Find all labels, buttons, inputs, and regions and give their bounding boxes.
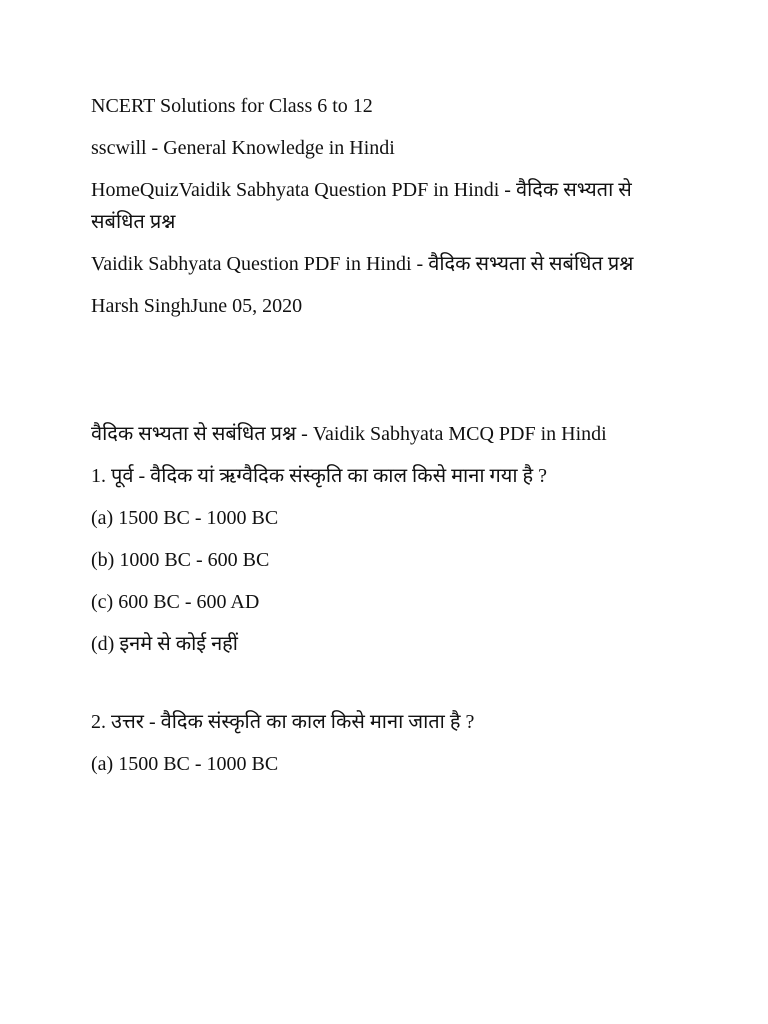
spacer — [91, 670, 681, 706]
article-byline: Harsh SinghJune 05, 2020 — [91, 295, 303, 317]
question-1-option-c: (c) 600 BC - 600 AD — [91, 591, 260, 613]
article-title: Vaidik Sabhyata Question PDF in Hindi - वैदिक सभ्यता से सबंधित प्रश्न — [91, 253, 634, 275]
question-2-text: 2. उत्तर - वैदिक संस्कृति का काल किसे माना जाता है ? — [91, 711, 475, 733]
spacer — [91, 332, 681, 418]
question-1-option-d: (d) इनमे से कोई नहीं — [91, 633, 238, 655]
question-1-option-a: (a) 1500 BC - 1000 BC — [91, 507, 279, 529]
question-2-option-a: (a) 1500 BC - 1000 BC — [91, 753, 279, 775]
question-1-option-b: (b) 1000 BC - 600 BC — [91, 549, 270, 571]
section-heading: वैदिक सभ्यता से सबंधित प्रश्न - Vaidik Sabhyata MCQ PDF in Hindi — [91, 423, 607, 445]
document-page — [91, 90, 681, 790]
site-title[interactable]: sscwill - General Knowledge in Hindi — [91, 137, 395, 159]
breadcrumb[interactable]: HomeQuizVaidik Sabhyata Question PDF in Hindi - वैदिक सभ्यता से सबंधित प्रश्न — [91, 179, 632, 233]
question-1-text: 1. पूर्व - वैदिक यां ऋग्वैदिक संस्कृति का काल किसे माना गया है ? — [91, 465, 548, 487]
ncert-solutions-link[interactable]: NCERT Solutions for Class 6 to 12 — [91, 95, 373, 117]
